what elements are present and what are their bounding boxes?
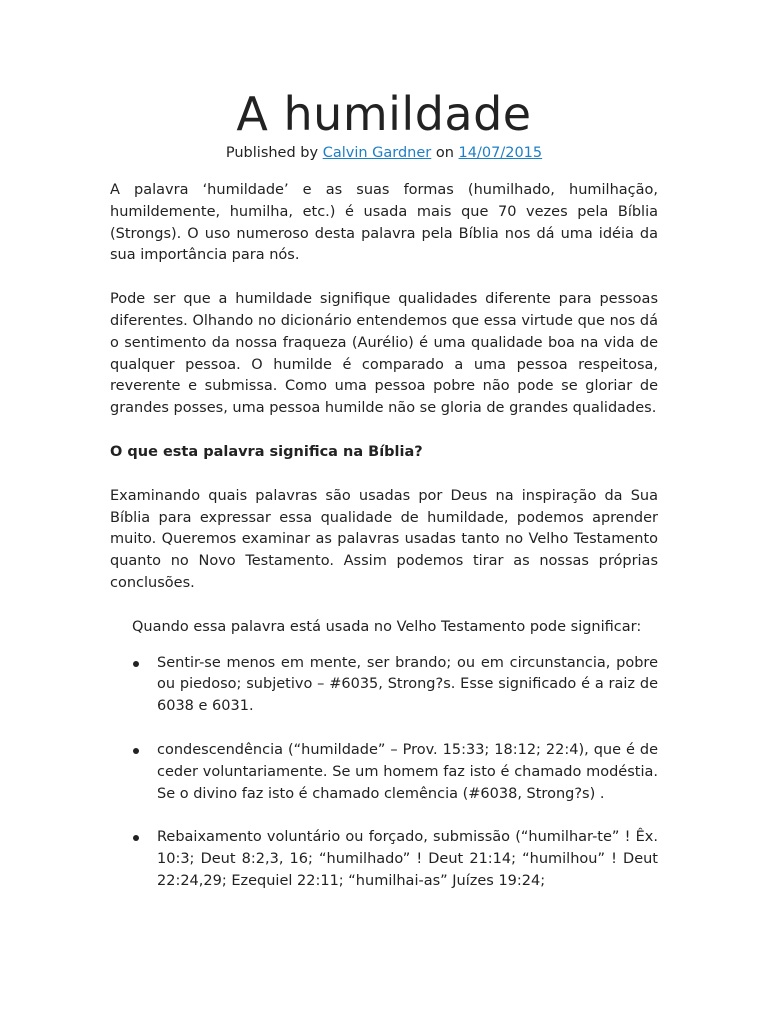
paragraph-examine: Examinando quais palavras são usadas por Deus na inspiração da Sua Bíblia para expressar essa qualidade de humildade, podemos aprender muito. Queremos examinar as palavras usadas tanto no Velho Testamento quanto no Novo Testamento. Assim podemos tirar as nossas próprias conclusões. [110,487,658,591]
list-item-text: condescendência (“humildade” – Prov. 15:33; 18:12; 22:4), que é de ceder voluntariamente. Se um homem faz isto é chamado modéstia. Se o divino faz isto é chamado clemência (#6038, Strong?s) . [157,741,658,802]
meta-middle: on [431,145,459,161]
date-link[interactable]: 14/07/2015 [458,145,543,161]
bullet-icon [133,835,139,841]
page-title: A humildade [236,87,532,141]
paragraph-intro: A palavra ‘humildade’ e as suas formas (humilhado, humilhação, humildemente, humilha, etc.) é usada mais que 70 vezes pela Bíblia (Strongs). O uso numeroso desta palavra pela Bíblia nos dá uma idéia da sua importância para nós. [110,182,658,264]
list-item-text: Rebaixamento voluntário ou forçado, submissão (“humilhar-te” ! Êx. 10:3; Deut 8:2,3, 16; “humilhado” ! Deut 21:14; “humilhou” ! Deut 22:24,29; Ezequiel 22:11; “humilhai-as” Juízes 19:24; [157,829,658,889]
list-item [110,827,658,892]
author-link[interactable]: Calvin Gardner [322,145,432,161]
meta-prefix: Published by [225,145,323,161]
post-meta [110,143,658,163]
section-heading: O que esta palavra significa na Bíblia? [110,443,423,460]
list-item [110,653,658,718]
list-intro: Quando essa palavra está usada no Velho Testamento pode significar: [132,618,642,635]
document-page [110,86,658,915]
paragraph-definition: Pode ser que a humildade signifique qualidades diferente para pessoas diferentes. Olhando no dicionário entendemos que essa virtude que nos dá o sentimento da nossa fraqueza (Aurélio) é uma qualidade boa na vida de qualquer pessoa. O humilde é comparado a uma pessoa respeitosa, reverente e submissa. Como uma pessoa pobre não pode se gloriar de grandes posses, uma pessoa humilde não se gloria de grandes qualidades. [110,291,658,417]
bullet-icon [133,661,139,667]
list-item-text: Sentir-se menos em mente, ser brando; ou em circunstancia, pobre ou piedoso; subjetivo – #6035, Strong?s. Esse significado é a raiz de 6038 e 6031. [157,654,658,715]
meanings-list [110,653,658,893]
page-bottom-margin [0,912,768,1024]
bullet-icon [133,748,139,754]
list-item [110,740,658,805]
